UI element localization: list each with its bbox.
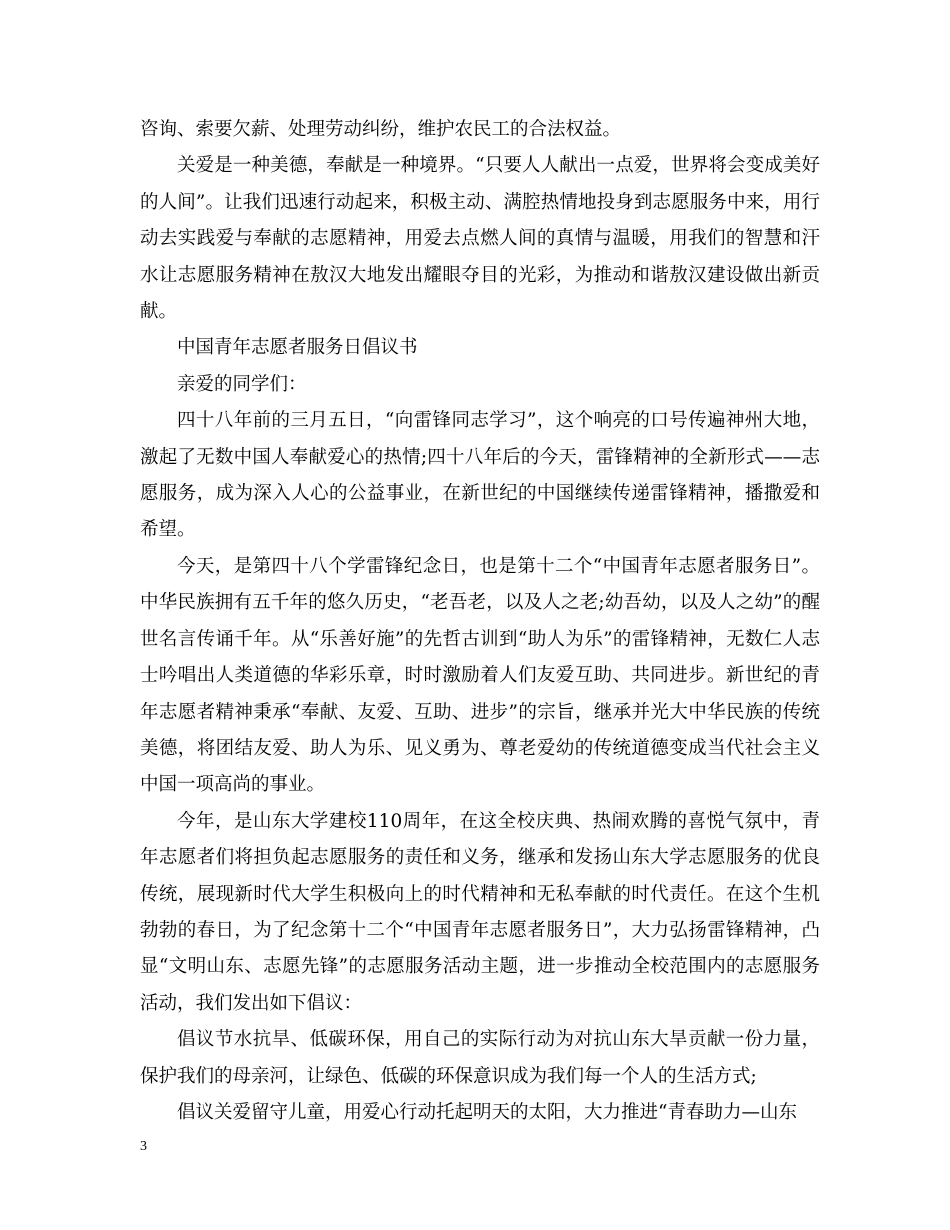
body-paragraph: 关爱是一种美德，奉献是一种境界。“只要人人献出一点爱，世界将会变成美好的人间”。让我们迅速行动起来，积极主动、满腔热情地投身到志愿服务中来，用行动去实践爱与奉献的志愿精神，用爱去点燃人间的真情与温暖，用我们的智慧和汗水让志愿服务精神在敖汉大地发出耀眼夺目的光彩，为推动和谐敖汉建设做出新贡献。 (140, 155, 820, 323)
page-number: 3 (140, 1139, 147, 1154)
body-paragraph: 倡议关爱留守儿童，用爱心行动托起明天的太阳，大力推进“青春助力—山东 (177, 1101, 797, 1123)
body-paragraph: 倡议节水抗旱、低碳环保，用自己的实际行动为对抗山东大旱贡献一份力量，保护我们的母亲河，让绿色、低碳的环保意识成为我们每一个人的生活方式; (140, 1029, 820, 1087)
body-paragraph: 今天，是第四十八个学雷锋纪念日，也是第十二个“中国青年志愿者服务日”。中华民族拥有五千年的悠久历史，“老吾老，以及人之老;幼吾幼，以及人之幼”的醒世名言传诵千年。从“乐善好施”的先哲古训到“助人为乐”的雷锋精神，无数仁人志士吟唱出人类道德的华彩乐章，时时激励着人们友爱互助、共同进步。新世纪的青年志愿者精神秉承“奉献、友爱、互助、进步”的宗旨，继承并光大中华民族的传统美德，将团结友爱、助人为乐、见义勇为、尊老爱幼的传统道德变成当代社会主义中国一项高尚的事业。 (140, 555, 820, 796)
body-paragraph: 亲爱的同学们： (177, 373, 307, 395)
body-paragraph: 中国青年志愿者服务日倡议书 (177, 337, 418, 359)
document-body (140, 112, 820, 1131)
body-paragraph: 咨询、索要欠薪、处理劳动纠纷，维护农民工的合法权益。 (140, 119, 622, 140)
body-paragraph: 今年，是山东大学建校110周年，在这全校庆典、热闹欢腾的喜悦气氛中，青年志愿者们将担负起志愿服务的责任和义务，继承和发扬山东大学志愿服务的优良传统，展现新时代大学生积极向上的时代精神和无私奉献的时代责任。在这个生机勃勃的春日，为了纪念第十二个“中国青年志愿者服务日”，大力弘扬雷锋精神，凸显“文明山东、志愿先锋”的志愿服务活动主题，进一步推动全校范围内的志愿服务活动，我们发出如下倡议： (140, 810, 820, 1014)
body-paragraph: 四十八年前的三月五日，“向雷锋同志学习”，这个响亮的口号传遍神州大地，激起了无数中国人奉献爱心的热情;四十八年后的今天，雷锋精神的全新形式——志愿服务，成为深入人心的公益事业，在新世纪的中国继续传递雷锋精神，播撒爱和希望。 (140, 410, 820, 541)
